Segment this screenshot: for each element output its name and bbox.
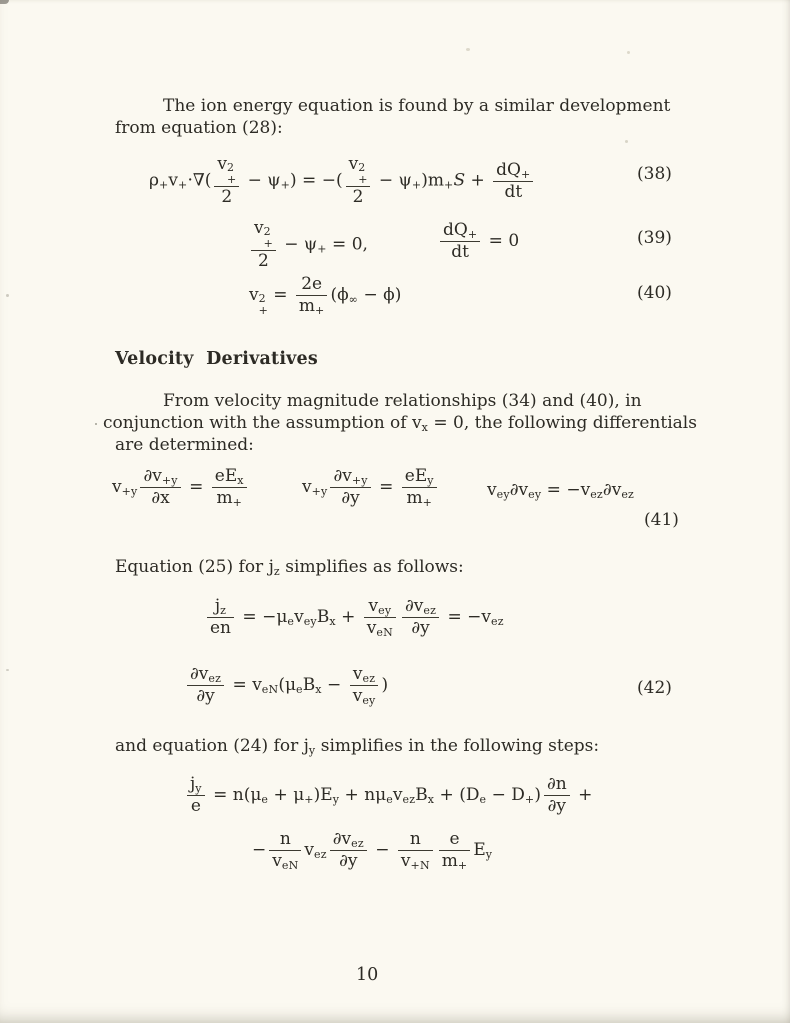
sym: − <box>358 285 384 306</box>
sym: v <box>249 285 259 306</box>
sub: e <box>386 793 393 807</box>
sym: m <box>406 488 423 509</box>
sub: z <box>273 565 280 578</box>
sub: z <box>220 604 227 617</box>
sub: + <box>226 172 237 186</box>
sym: ∂y <box>411 618 430 639</box>
frac <box>214 155 239 207</box>
sub: ez <box>491 615 504 629</box>
sym: ρ <box>149 170 159 191</box>
num <box>187 665 224 685</box>
sub: ez <box>423 604 437 617</box>
num <box>544 775 570 795</box>
num <box>364 597 396 617</box>
sym: ψ <box>303 234 318 255</box>
sym: = <box>237 607 263 628</box>
sym: v <box>272 851 282 872</box>
sub: + <box>159 178 169 192</box>
sym: dQ <box>496 159 521 180</box>
num <box>207 597 234 617</box>
sym: v <box>352 664 363 684</box>
sub: + <box>422 496 432 510</box>
text-run: simplifies in the following steps: <box>315 736 600 756</box>
sub: +y <box>121 485 138 499</box>
sym: −v <box>566 480 591 500</box>
supsub <box>264 226 273 249</box>
num <box>402 597 439 617</box>
den <box>330 487 370 508</box>
num <box>398 830 433 850</box>
sub: + <box>258 303 268 317</box>
sym: = <box>267 285 293 306</box>
equation-label-40: (40) <box>637 283 672 303</box>
sym: m <box>216 488 233 509</box>
sym: m <box>441 851 458 872</box>
sym: ( <box>330 285 338 306</box>
sym: − <box>242 170 268 191</box>
frac <box>140 467 180 508</box>
frac <box>251 219 276 271</box>
paragraph-intro-line2: from equation (28): <box>115 118 283 138</box>
page-number: 10 <box>356 965 379 985</box>
sym: ∂v <box>332 829 352 849</box>
num <box>214 155 239 186</box>
num <box>269 830 301 850</box>
sym: + <box>572 785 593 806</box>
sub: ez <box>590 488 603 501</box>
sym: n(μ <box>232 785 262 806</box>
sup: 2 <box>358 161 366 174</box>
sym: ψ <box>398 170 412 191</box>
sym: v <box>487 480 497 500</box>
sym: j <box>190 774 196 794</box>
sym: ∂y <box>196 686 215 707</box>
sym: ∂y <box>339 851 358 872</box>
equation-42 <box>184 665 388 706</box>
sym: v <box>168 170 179 191</box>
text-run: conjunction with the assumption of v <box>103 413 422 433</box>
sup: 2 <box>263 225 271 238</box>
equation-label-39: (39) <box>637 228 672 248</box>
num <box>212 467 247 487</box>
num <box>346 155 371 186</box>
sub: eN <box>376 626 393 640</box>
frac <box>402 597 439 638</box>
sub: x <box>421 421 428 434</box>
num <box>439 830 471 850</box>
sub: + <box>358 172 368 186</box>
frac <box>440 221 480 262</box>
num <box>402 467 437 487</box>
sym: B <box>316 607 330 628</box>
sub: ez <box>351 837 364 850</box>
sym: = <box>183 477 209 498</box>
sub: ey <box>496 488 510 501</box>
frac <box>402 467 437 508</box>
sub: + <box>457 859 468 873</box>
sub: ez <box>621 488 635 501</box>
sym: − <box>486 785 512 806</box>
equation-label-38: (38) <box>637 164 672 184</box>
paragraph-jz <box>115 556 464 578</box>
sym: v <box>302 477 312 498</box>
sym: ) <box>381 675 389 696</box>
sym: 2 <box>258 251 269 272</box>
sym: ψ <box>267 170 281 191</box>
frac <box>187 665 224 706</box>
sym: ∂y <box>547 796 567 817</box>
sym: v <box>112 477 122 498</box>
paragraph-velocity-line2 <box>103 412 697 434</box>
sub: + <box>315 304 325 318</box>
sub: +N <box>410 859 430 873</box>
sub: y <box>485 848 493 862</box>
sub: ey <box>362 694 376 708</box>
sub: ey <box>378 604 392 617</box>
sym: 2 <box>221 187 233 208</box>
sym: −μ <box>262 607 288 628</box>
sym: ϕ <box>383 285 395 306</box>
sym: − <box>252 840 267 861</box>
frac <box>330 830 367 871</box>
den <box>439 850 471 871</box>
num <box>187 775 205 795</box>
equation-jy-line2 <box>252 830 492 871</box>
sym: v <box>348 154 359 174</box>
num <box>330 830 367 850</box>
den <box>269 850 301 871</box>
den <box>346 186 371 207</box>
paragraph-velocity-line1: From velocity magnitude relationships (34) and (40), in <box>163 391 642 411</box>
sym: − <box>369 840 395 861</box>
sub: ez <box>362 672 376 685</box>
frac <box>269 830 301 871</box>
sub: ez <box>208 672 222 685</box>
sym: + <box>465 170 491 191</box>
sym: ) <box>534 785 541 806</box>
frac <box>330 467 370 508</box>
sym: E <box>473 840 486 861</box>
paragraph-velocity <box>103 390 697 456</box>
sym: )E <box>313 785 333 806</box>
sub: + <box>467 228 478 241</box>
equation-41-part2 <box>302 467 440 508</box>
sub: e <box>296 683 303 697</box>
sym: v <box>217 154 227 174</box>
sym: v <box>304 840 315 861</box>
sym: + <box>434 785 460 806</box>
sub: + <box>444 178 454 192</box>
sym: S <box>453 170 466 191</box>
sym: = <box>326 234 352 255</box>
text-run: Equation (25) for j <box>115 557 274 577</box>
sub: + <box>317 242 327 256</box>
sub: +y <box>161 474 178 487</box>
sym: )m <box>421 170 445 191</box>
sym: e <box>449 829 460 849</box>
sym: ·∇( <box>187 170 212 191</box>
num <box>493 161 533 181</box>
paragraph-intro <box>115 95 670 139</box>
equation-39-part2 <box>437 221 519 262</box>
den <box>296 295 328 316</box>
num <box>140 467 180 487</box>
sym: (D <box>459 785 480 806</box>
sub: y <box>427 474 434 487</box>
scan-speck <box>625 140 628 143</box>
sym: = <box>483 231 509 252</box>
sub: e <box>287 615 295 629</box>
num <box>251 219 276 250</box>
frac <box>346 155 371 207</box>
num <box>296 275 328 295</box>
sym: eE <box>214 466 238 486</box>
sym: eE <box>404 466 428 486</box>
sym: m <box>298 296 316 317</box>
sym: ∂v <box>143 466 162 486</box>
sub: ez <box>314 848 327 862</box>
sym: dQ <box>443 220 468 240</box>
sym: + <box>268 785 294 806</box>
sym: = <box>442 607 468 628</box>
equation-38 <box>149 155 536 207</box>
sym: = <box>541 480 567 500</box>
sub: x <box>427 793 435 807</box>
frac <box>364 597 396 638</box>
frac <box>544 775 570 816</box>
den <box>493 181 533 202</box>
text-run: = 0, the following differentials <box>428 413 697 433</box>
sym: ∂v <box>190 664 209 684</box>
frac <box>187 775 205 816</box>
supsub <box>227 162 236 185</box>
sub: ∞ <box>348 293 359 307</box>
sym: v <box>252 675 262 696</box>
sym: 2 <box>352 187 364 208</box>
sym: B <box>302 675 316 696</box>
sub: y <box>332 793 340 807</box>
sub: x <box>237 474 244 487</box>
text-run: simplifies as follows: <box>279 557 464 577</box>
sym: = <box>207 785 233 806</box>
frac <box>350 665 379 706</box>
sub: + <box>178 178 188 192</box>
sym: v <box>366 618 377 639</box>
den <box>251 250 276 271</box>
sym: 0 <box>508 231 520 252</box>
sym: (μ <box>278 675 297 696</box>
den <box>187 685 224 706</box>
sub: eN <box>281 859 299 873</box>
equation-41-part1 <box>112 467 250 508</box>
sub: +y <box>351 474 368 487</box>
num <box>440 221 480 241</box>
sym: − <box>321 675 347 696</box>
frac <box>296 275 328 316</box>
sub: + <box>280 178 291 192</box>
sym: = <box>296 170 322 191</box>
den <box>440 241 480 262</box>
den <box>544 795 570 816</box>
sym: + <box>339 785 365 806</box>
frac <box>493 161 533 202</box>
sym: ) <box>394 285 402 306</box>
sub: ey <box>303 615 317 629</box>
equation-40 <box>249 275 401 316</box>
equation-jy-line1 <box>184 775 592 816</box>
sym: −( <box>321 170 343 191</box>
num <box>330 467 370 487</box>
sym: en <box>210 618 232 639</box>
scan-speck <box>6 669 9 671</box>
den <box>187 795 205 816</box>
sym: ∂y <box>341 488 360 509</box>
frac <box>207 597 234 638</box>
sub: + <box>304 793 314 807</box>
frac <box>212 467 247 508</box>
sub: eN <box>261 683 279 697</box>
sym: ∂v <box>404 596 424 616</box>
sub: ey <box>528 488 542 501</box>
den <box>402 617 439 638</box>
sym: v <box>400 851 411 872</box>
scan-speck <box>6 294 9 297</box>
sup: 2 <box>226 161 234 174</box>
sub: + <box>232 496 242 510</box>
sym: ∂v <box>509 480 529 500</box>
den <box>398 850 433 871</box>
scan-speck <box>627 51 630 54</box>
sub: + <box>524 793 535 807</box>
sym: ∂v <box>602 480 622 500</box>
sym: 0, <box>351 234 368 255</box>
den <box>402 487 437 508</box>
section-heading: Velocity Derivatives <box>115 349 318 369</box>
sym: B <box>415 785 428 806</box>
sym: ) <box>290 170 297 191</box>
equation-jz <box>204 597 504 638</box>
den <box>212 487 247 508</box>
equation-label-42: (42) <box>637 678 672 698</box>
sym: ϕ <box>337 285 349 306</box>
sym: = <box>227 675 253 696</box>
sub: + <box>521 167 531 181</box>
sym: v <box>392 785 403 806</box>
sym: dt <box>504 181 523 202</box>
supsub <box>259 293 268 316</box>
sym: μ <box>293 785 305 806</box>
den <box>364 617 396 638</box>
sym: e <box>190 796 201 817</box>
sup: 2 <box>258 292 266 306</box>
sub: x <box>315 683 322 697</box>
den <box>350 685 379 706</box>
sym: ∂n <box>546 774 567 794</box>
sym: ∂x <box>151 488 170 509</box>
sym: dt <box>451 242 469 263</box>
sub: +y <box>311 485 328 499</box>
sub: + <box>263 236 273 250</box>
paragraph-intro-line1: The ion energy equation is found by a similar development <box>163 96 671 116</box>
sub: y <box>308 744 316 757</box>
sub: ez <box>402 793 416 807</box>
sym: + <box>335 607 361 628</box>
supsub <box>358 162 367 185</box>
den <box>207 617 234 638</box>
equation-41-part3 <box>487 480 634 500</box>
sym: v <box>294 607 304 628</box>
paragraph-velocity-line3: are determined: <box>115 435 254 455</box>
sym: 2e <box>301 274 323 294</box>
sym: − <box>278 234 304 255</box>
sym: ∂v <box>333 466 352 486</box>
sym: n <box>279 829 291 849</box>
frac <box>398 830 433 871</box>
sym: nμ <box>364 785 387 806</box>
equation-label-41: (41) <box>644 510 679 530</box>
den <box>330 850 367 871</box>
sym: v <box>254 218 264 238</box>
sub: y <box>195 782 202 795</box>
scan-speck <box>95 423 97 425</box>
equation-39-part1 <box>248 219 368 271</box>
scan-speck <box>466 48 470 51</box>
paragraph-jy <box>115 735 599 757</box>
frac <box>439 830 471 871</box>
sub: + <box>411 178 422 192</box>
text-run: and equation (24) for j <box>115 736 309 756</box>
sym: v <box>352 686 363 707</box>
sym: − <box>373 170 399 191</box>
sym: v <box>368 596 379 616</box>
sym: −v <box>467 607 491 628</box>
sym: j <box>214 596 221 616</box>
sym: = <box>373 477 399 498</box>
den <box>140 487 180 508</box>
num <box>350 665 379 685</box>
den <box>214 186 239 207</box>
sym: D <box>511 785 525 806</box>
sym: n <box>409 829 421 849</box>
sub: x <box>329 615 336 629</box>
scan-speck <box>0 0 9 4</box>
sub: e <box>479 793 487 807</box>
sub: e <box>261 793 269 807</box>
